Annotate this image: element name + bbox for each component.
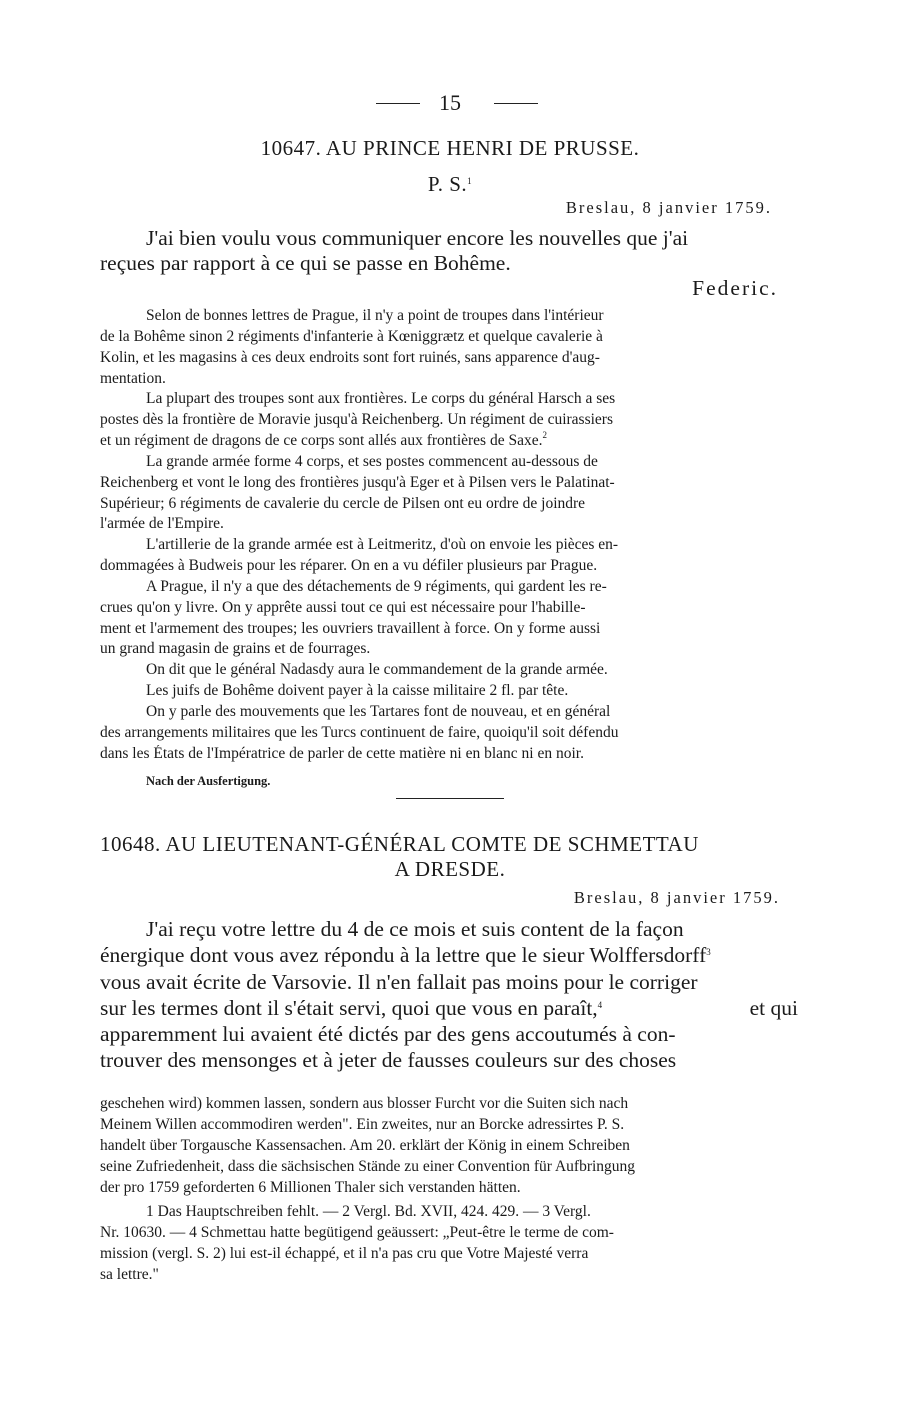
body-line: J'ai reçu votre lettre du 4 de ce mois et suis content de la façon: [146, 917, 684, 941]
footnote-line: Meinem Willen accommodiren werden". Ein zweites, nur an Borcke adressirtes P. S.: [100, 1116, 625, 1133]
section-divider: [396, 798, 504, 799]
footnote-line: der pro 1759 geforderten 6 Millionen Thaler sich verstanden hätten.: [100, 1179, 521, 1196]
enclosure-text: et un régiment de dragons de ce corps sont allés aux frontières de Saxe.: [100, 432, 543, 449]
enclosure-line: des arrangements militaires que les Turcs continuent de faire, quoiqu'il soit défendu: [100, 724, 619, 741]
body-text: et qui: [749, 996, 798, 1020]
footnote-line: Nr. 10630. — 4 Schmettau hatte begütigend geäussert: „Peut-être le terme de com-: [100, 1224, 614, 1241]
footnote-ref: 1: [467, 176, 473, 186]
enclosure-line: de la Bohême sinon 2 régiments d'infanterie à Kœniggrætz et quelque cavalerie à: [100, 328, 603, 345]
body-text: sur les termes dont il s'était servi, quoi que vous en paraît,: [100, 996, 598, 1020]
enclosure-line: un grand magasin de grains et de fourrages.: [100, 640, 371, 657]
body-line: [100, 996, 798, 1021]
enclosure-line: postes dès la frontière de Moravie jusqu'à Reichenberg. Un régiment de cuirassiers: [100, 411, 613, 428]
footnote-ref: 2: [542, 430, 547, 440]
body-line: apparemment lui avaient été dictés par des gens accoutumés à con-: [100, 1022, 676, 1046]
body-line: vous avait écrite de Varsovie. Il n'en fallait pas moins pour le corriger: [100, 970, 698, 994]
footnote-line: mission (vergl. S. 2) lui est-il échappé, et il n'a pas cru que Votre Majesté verra: [100, 1245, 589, 1262]
enclosure-line: La grande armée forme 4 corps, et ses postes commencent au-dessous de: [146, 453, 598, 470]
enclosure-line: ment et l'armement des troupes; les ouvriers travaillent à force. On y forme aussi: [100, 620, 601, 637]
enclosure-line: Selon de bonnes lettres de Prague, il n'y a point de troupes dans l'intérieur: [146, 307, 604, 324]
body-line: reçues par rapport à ce qui se passe en Bohême.: [100, 251, 511, 275]
footnote-ref: 3: [706, 947, 711, 957]
enclosure-line: mentation.: [100, 370, 166, 387]
page-number-rule-right: [494, 103, 538, 104]
enclosure-line: On dit que le général Nadasdy aura le commandement de la grande armée.: [146, 661, 608, 678]
page-number: 15: [439, 90, 461, 115]
body-text: énergique dont vous avez répondu à la lettre que le sieur Wolffersdorff: [100, 943, 707, 967]
enclosure-line: l'armée de l'Empire.: [100, 515, 224, 532]
footnote-line: sa lettre.": [100, 1266, 159, 1283]
footnote-line: seine Zufriedenheit, dass die sächsischen Stände zu einer Convention für Aufbringung: [100, 1158, 636, 1175]
letter-heading: 10648. AU LIEUTENANT-GÉNÉRAL COMTE DE SCHMETTAU: [100, 832, 699, 856]
footnote-line: handelt über Torgausche Kassensachen. Am 20. erklärt der König in einem Schreiben: [100, 1137, 630, 1154]
enclosure-line: Kolin, et les magasins à ces deux endroits sont fort ruinés, sans apparence d'aug-: [100, 349, 600, 366]
enclosure-line: L'artillerie de la grande armée est à Leitmeritz, d'où on envoie les pièces en-: [146, 536, 619, 553]
enclosure-line: Supérieur; 6 régiments de cavalerie du cercle de Pilsen ont eu ordre de joindre: [100, 495, 586, 512]
signature: Federic.: [692, 276, 778, 300]
dateline: Breslau, 8 janvier 1759.: [573, 888, 780, 907]
page-number-block: [370, 90, 530, 118]
enclosure-line: On y parle des mouvements que les Tartares font de nouveau, et en général: [146, 703, 611, 720]
footnote-line: 1 Das Hauptschreiben fehlt. — 2 Vergl. Bd. XVII, 424. 429. — 3 Vergl.: [146, 1203, 591, 1220]
body-line: trouver des mensonges et à jeter de fausses couleurs sur des choses: [100, 1048, 677, 1072]
subheading-text: P. S.: [427, 172, 468, 196]
body-line: J'ai bien voulu vous communiquer encore les nouvelles que j'ai: [146, 226, 689, 250]
letter-subheading: [0, 172, 900, 197]
source-note: Nach der Ausfertigung.: [146, 774, 271, 788]
enclosure-line: A Prague, il n'y a que des détachements de 9 régiments, qui gardent les re-: [146, 578, 607, 595]
enclosure-line: crues qu'on y livre. On y apprête aussi tout ce qui est nécessaire pour l'habille-: [100, 599, 586, 616]
body-line: [100, 943, 711, 968]
letter-heading: 10647. AU PRINCE HENRI DE PRUSSE.: [260, 136, 640, 160]
enclosure-line: Reichenberg et vont le long des frontières jusqu'à Eger et à Pilsen vers le Palatinat-: [100, 474, 615, 491]
enclosure-line: [100, 432, 547, 450]
dateline: Breslau, 8 janvier 1759.: [565, 198, 772, 217]
enclosure-line: dans les États de l'Impératrice de parler de cette matière ni en blanc ni en noir.: [100, 745, 584, 762]
letter-heading-line2: A DRESDE.: [394, 857, 506, 881]
footnote-line: geschehen wird) kommen lassen, sondern aus blosser Furcht vor die Suiten sich nach: [100, 1095, 629, 1112]
footnote-ref: 4: [597, 1000, 603, 1010]
enclosure-line: Les juifs de Bohême doivent payer à la caisse militaire 2 fl. par tête.: [146, 682, 569, 699]
enclosure-line: dommagées à Budweis pour les réparer. On en a vu défiler plusieurs par Prague.: [100, 557, 598, 574]
enclosure-line: La plupart des troupes sont aux frontières. Le corps du général Harsch a ses: [146, 390, 616, 407]
